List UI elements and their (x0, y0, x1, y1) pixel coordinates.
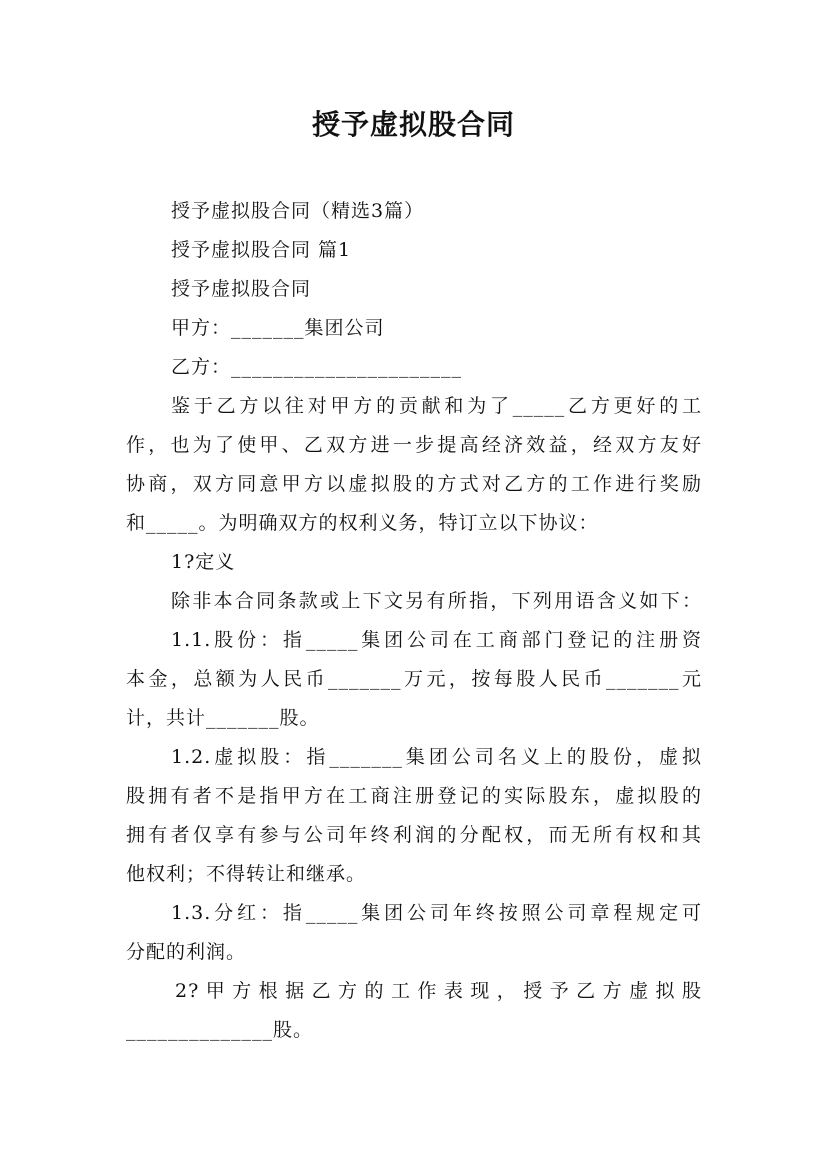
text-line: 股拥有者不是指甲方在工商注册登记的实际股东，虚拟股的 (126, 785, 702, 807)
text-line: 授予虚拟股合同（精选3篇） (171, 200, 425, 222)
text-line: ______________股。 (126, 1019, 314, 1041)
text-line: 1.3.分红：指_____集团公司年终按照公司章程规定可 (171, 902, 702, 924)
text-line: 他权利；不得转让和继承。 (126, 863, 367, 885)
text-line: 授予虚拟股合同 篇1 (171, 239, 352, 261)
text-line: 鉴于乙方以往对甲方的贡献和为了_____乙方更好的工 (171, 395, 702, 417)
text-line: 授予虚拟股合同 (171, 278, 312, 300)
text-line: 本金，总额为人民币_______万元，按每股人民币_______元 (126, 668, 702, 690)
text-line: 计，共计_______股。 (126, 707, 320, 729)
document-title: 授予虚拟股合同 (311, 108, 515, 141)
text-line: 和_____。为明确双方的权利义务，特订立以下协议： (126, 512, 599, 534)
text-line: 1?定义 (171, 551, 236, 573)
text-line: 除非本合同条款或上下文另有所指，下列用语含义如下： (171, 590, 702, 612)
text-line: 作，也为了使甲、乙双方进一步提高经济效益，经双方友好 (126, 434, 702, 456)
text-line: 1.1.股份：指_____集团公司在工商部门登记的注册资 (171, 629, 702, 651)
text-line: 分配的利润。 (126, 941, 247, 963)
text-line: 2?甲方根据乙方的工作表现，授予乙方虚拟股 (175, 980, 702, 1002)
text-line: 拥有者仅享有参与公司年终利润的分配权，而无所有权和其 (126, 824, 702, 846)
text-line: 1.2.虚拟股：指_______集团公司名义上的股份，虚拟 (171, 746, 702, 768)
text-line: 甲方：_______集团公司 (171, 317, 385, 339)
text-line: 乙方：______________________ (171, 356, 463, 378)
text-line: 协商，双方同意甲方以虚拟股的方式对乙方的工作进行奖励 (126, 473, 702, 495)
